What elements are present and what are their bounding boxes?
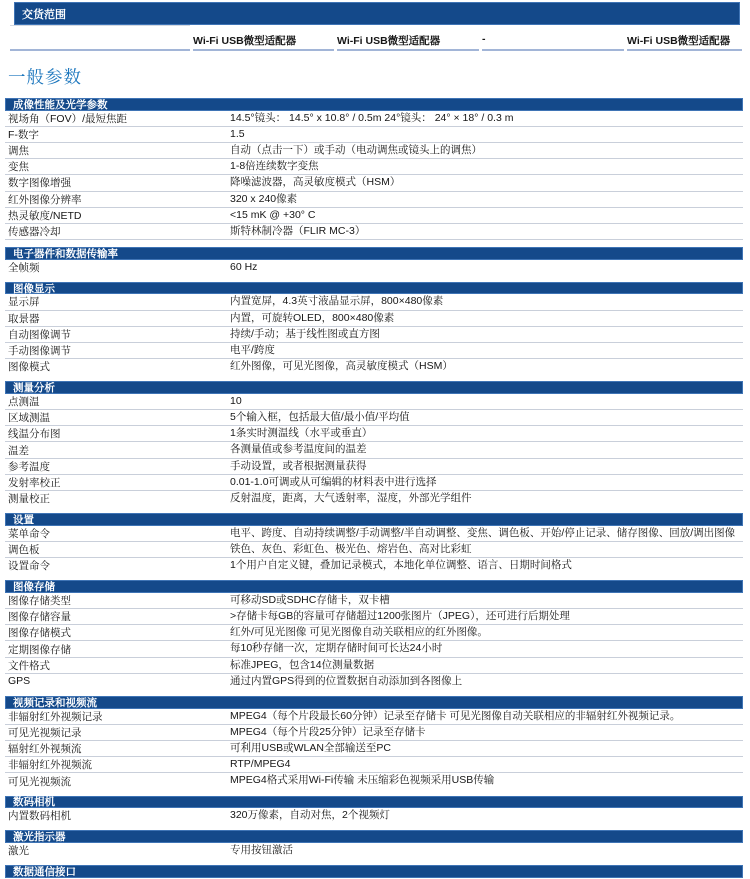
spec-row bbox=[5, 394, 743, 410]
spec-row bbox=[5, 459, 743, 475]
spec-label: 手动图像调节 bbox=[8, 345, 71, 358]
spec-row bbox=[5, 542, 743, 558]
spec-value: 专用按钮激活 bbox=[230, 843, 293, 856]
spec-value: 反射温度，距离，大气透射率，湿度，外部光学组件 bbox=[230, 492, 472, 505]
spec-value: 电平/跨度 bbox=[230, 343, 275, 356]
spec-value: 1条实时测温线（水平或垂直） bbox=[230, 427, 373, 440]
spec-row bbox=[5, 709, 743, 725]
spec-value: <15 mK @ +30° C bbox=[230, 208, 316, 221]
section-header: 测量分析 bbox=[5, 381, 743, 394]
spec-value: 红外图像，可见光图像，高灵敏度模式（HSM） bbox=[230, 360, 453, 373]
spec-row bbox=[5, 526, 743, 542]
spec-value: MPEG4（每个片段最长60分钟）记录至存储卡 可见光图像自动关联相应的非辐射红外视频记录。 bbox=[230, 709, 681, 722]
spec-value: 5个输入框，包括最大值/最小值/平均值 bbox=[230, 411, 410, 424]
spec-value: 14.5°镜头： 14.5° x 10.8° / 0.5m 24°镜头： 24° × 18° / 0.3 m bbox=[230, 111, 514, 124]
spec-label: 图像模式 bbox=[8, 361, 50, 374]
spec-value: 每10秒存储一次，定期存储时间可长达24小时 bbox=[230, 642, 443, 655]
section-header: 数码相机 bbox=[5, 796, 743, 809]
section-header: 图像存储 bbox=[5, 580, 743, 593]
spec-value: RTP/MPEG4 bbox=[230, 758, 291, 771]
section-header: 视频记录和视频流 bbox=[5, 696, 743, 709]
spec-value: 红外/可见光图像 可见光图像自动关联相应的红外图像。 bbox=[230, 626, 488, 639]
spec-row bbox=[5, 625, 743, 641]
spec-row bbox=[5, 658, 743, 674]
spec-value: 手动设置，或者根据测量获得 bbox=[230, 459, 367, 472]
spec-label: 热灵敏度/NETD bbox=[8, 209, 82, 222]
spec-section bbox=[5, 696, 743, 789]
spec-label: 点测温 bbox=[8, 395, 40, 408]
spec-value: 1-8倍连续数字变焦 bbox=[230, 160, 319, 173]
spec-row bbox=[5, 773, 743, 788]
delivery-row bbox=[10, 25, 742, 51]
spec-label: 内置数码相机 bbox=[8, 810, 71, 823]
spec-label: 变焦 bbox=[8, 161, 29, 174]
spec-label: 发射率校正 bbox=[8, 476, 61, 489]
spec-value: 铁色、灰色、彩虹色、极光色、熔岩色、高对比彩虹 bbox=[230, 542, 472, 555]
spec-label: 红外图像分辨率 bbox=[8, 193, 82, 206]
spec-section bbox=[5, 796, 743, 824]
spec-label: 图像存储类型 bbox=[8, 594, 71, 607]
spec-row bbox=[5, 757, 743, 773]
spec-value: 60 Hz bbox=[230, 260, 258, 273]
spec-label: GPS bbox=[8, 675, 31, 688]
spec-row bbox=[5, 741, 743, 757]
spec-row bbox=[5, 260, 743, 275]
spec-label: 传感器冷却 bbox=[8, 226, 61, 239]
spec-value: 可移动SD或SDHC存储卡，双卡槽 bbox=[230, 593, 390, 606]
spec-value: 1个用户自定义键，叠加记录模式，本地化单位调整、语言、日期时间格式 bbox=[230, 559, 572, 572]
delivery-cell bbox=[10, 25, 190, 51]
spec-value: 内置，可旋转OLED，800×480像素 bbox=[230, 311, 395, 324]
spec-label: 温差 bbox=[8, 444, 29, 457]
spec-value: >存储卡每GB的容量可存储超过1200张图片（JPEG），还可进行后期处理 bbox=[230, 610, 570, 623]
spec-section bbox=[5, 98, 743, 240]
section-header: 激光指示器 bbox=[5, 830, 743, 843]
spec-label: 调焦 bbox=[8, 145, 29, 157]
spec-row bbox=[5, 843, 743, 858]
section-header: 成像性能及光学参数 bbox=[5, 98, 743, 111]
spec-row bbox=[5, 359, 743, 374]
spec-label: 激光 bbox=[8, 844, 29, 857]
spec-label: 非辐射红外视频流 bbox=[8, 759, 92, 772]
spec-row bbox=[5, 208, 743, 224]
spec-row bbox=[5, 491, 743, 506]
spec-row bbox=[5, 808, 743, 823]
spec-label: 自动图像调节 bbox=[8, 328, 71, 341]
section-header: 图像显示 bbox=[5, 282, 743, 295]
spec-label: 文件格式 bbox=[8, 659, 50, 672]
spec-value: 自动（点击一下）或手动（电动调焦或镜头上的调焦） bbox=[230, 143, 482, 156]
spec-value: 斯特林制冷器（FLIR MC-3） bbox=[230, 224, 366, 237]
spec-label: 取景器 bbox=[8, 312, 40, 325]
spec-value: MPEG4格式采用Wi-Fi传输 未压缩彩色视频采用USB传输 bbox=[230, 774, 495, 787]
spec-label: 图像存储容量 bbox=[8, 611, 71, 624]
delivery-section-header: 交货范围 bbox=[14, 2, 740, 25]
spec-row bbox=[5, 674, 743, 689]
spec-row bbox=[5, 311, 743, 327]
spec-value: 各测量值或参考温度间的温差 bbox=[230, 443, 367, 456]
spec-row bbox=[5, 609, 743, 625]
spec-section bbox=[5, 282, 743, 375]
spec-section bbox=[5, 381, 743, 506]
spec-value: 320 x 240像素 bbox=[230, 192, 298, 205]
spec-row bbox=[5, 475, 743, 491]
delivery-cell: - bbox=[482, 25, 624, 51]
spec-row bbox=[5, 410, 743, 426]
spec-label: 数字图像增强 bbox=[8, 177, 71, 190]
spec-value: 1.5 bbox=[230, 127, 245, 140]
spec-row bbox=[5, 327, 743, 343]
spec-section bbox=[5, 513, 743, 573]
spec-section bbox=[5, 865, 743, 878]
page-title: 一般参数 bbox=[8, 67, 82, 87]
spec-row bbox=[5, 224, 743, 240]
spec-row bbox=[5, 175, 743, 191]
delivery-cell: Wi-Fi USB微型适配器 bbox=[193, 25, 334, 51]
delivery-cell: Wi-Fi USB微型适配器 bbox=[337, 25, 479, 51]
delivery-cell: Wi-Fi USB微型适配器 bbox=[627, 25, 742, 51]
spec-row bbox=[5, 143, 743, 159]
spec-row bbox=[5, 192, 743, 208]
spec-row bbox=[5, 593, 743, 609]
spec-value: MPEG4（每个片段25分钟）记录至存储卡 bbox=[230, 725, 426, 738]
spec-sheet-page bbox=[0, 2, 750, 878]
spec-label: 全帧频 bbox=[8, 261, 40, 274]
spec-row bbox=[5, 111, 743, 127]
spec-label: 图像存储模式 bbox=[8, 627, 71, 640]
spec-section bbox=[5, 247, 743, 275]
spec-row bbox=[5, 641, 743, 657]
spec-value: 0.01-1.0可调或从可编辑的材料表中进行选择 bbox=[230, 475, 437, 488]
spec-label: 定期图像存储 bbox=[8, 643, 71, 656]
spec-label: 可见光视频记录 bbox=[8, 726, 82, 739]
spec-label: F-数字 bbox=[8, 128, 39, 141]
section-header: 设置 bbox=[5, 513, 743, 526]
spec-label: 菜单命令 bbox=[8, 527, 50, 540]
spec-section bbox=[5, 830, 743, 858]
spec-label: 视场角（FOV）/最短焦距 bbox=[8, 112, 128, 125]
spec-label: 可见光视频流 bbox=[8, 775, 71, 788]
spec-label: 线温分布图 bbox=[8, 428, 61, 441]
spec-value: 标准JPEG，包含14位测量数据 bbox=[230, 658, 375, 671]
spec-row bbox=[5, 426, 743, 442]
spec-label: 测量校正 bbox=[8, 493, 50, 506]
spec-value: 320万像素，自动对焦，2个视频灯 bbox=[230, 809, 390, 822]
section-header: 数据通信接口 bbox=[5, 865, 743, 878]
section-header: 电子器件和数据传输率 bbox=[5, 247, 743, 260]
spec-row bbox=[5, 127, 743, 143]
spec-label: 非辐射红外视频记录 bbox=[8, 710, 103, 723]
spec-label: 参考温度 bbox=[8, 460, 50, 473]
spec-label: 区域测温 bbox=[8, 412, 50, 425]
spec-row bbox=[5, 294, 743, 310]
spec-row bbox=[5, 442, 743, 458]
spec-value: 内置宽屏，4.3英寸液晶显示屏，800×480像素 bbox=[230, 295, 444, 308]
spec-value: 持续/手动；基于线性图或直方图 bbox=[230, 327, 380, 340]
spec-row bbox=[5, 558, 743, 573]
spec-value: 10 bbox=[230, 394, 242, 407]
spec-row bbox=[5, 159, 743, 175]
spec-value: 降噪滤波器，高灵敏度模式（HSM） bbox=[230, 176, 401, 189]
spec-label: 设置命令 bbox=[8, 560, 50, 573]
spec-value: 电平、跨度、自动持续调整/手动调整/半自动调整、变焦、调色板、开始/停止记录、储存图像、回放/调出图像 bbox=[230, 526, 736, 539]
spec-value: 可利用USB或WLAN全部输送至PC bbox=[230, 742, 392, 754]
spec-label: 辐射红外视频流 bbox=[8, 743, 82, 756]
spec-section bbox=[5, 580, 743, 689]
spec-sections bbox=[5, 98, 743, 878]
spec-row bbox=[5, 343, 743, 359]
spec-label: 显示屏 bbox=[8, 296, 40, 309]
spec-label: 调色板 bbox=[8, 544, 40, 557]
spec-row bbox=[5, 725, 743, 741]
spec-value: 通过内置GPS得到的位置数据自动添加到各图像上 bbox=[230, 674, 463, 687]
